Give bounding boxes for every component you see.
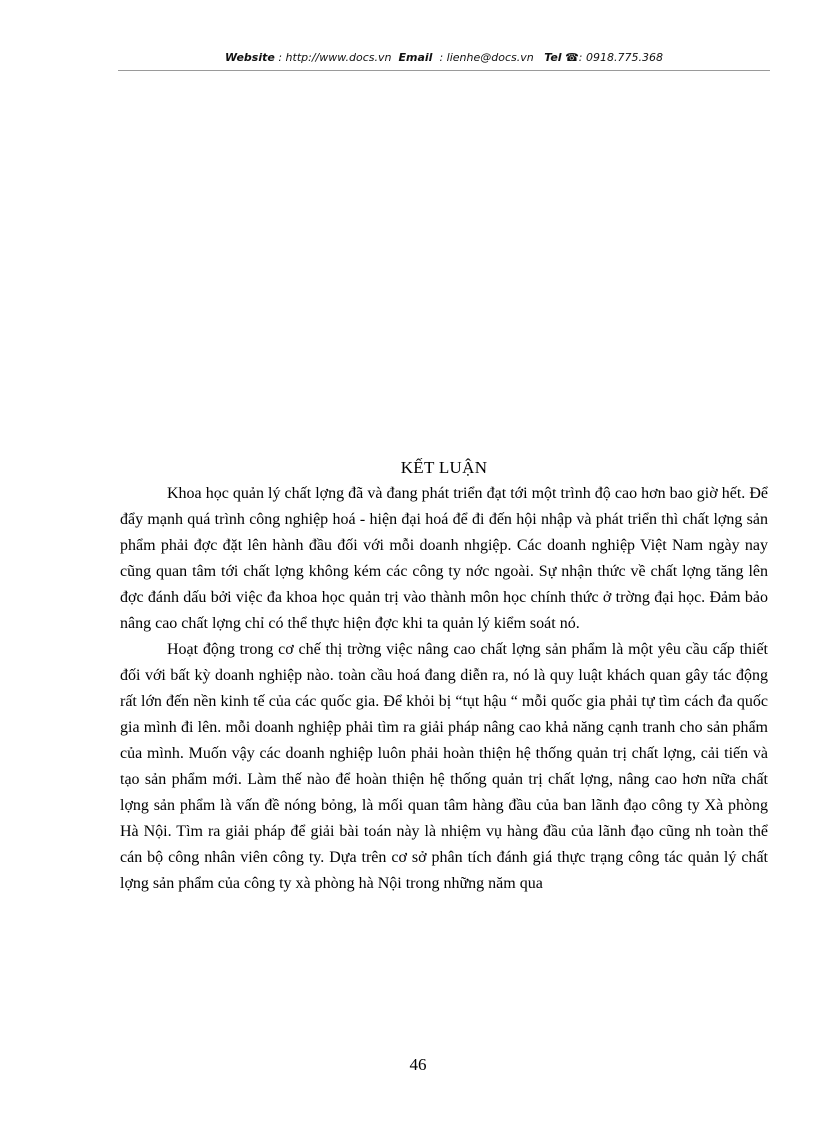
paragraph: Hoạt động trong cơ chế thị trờng việc nâng cao chất lợng sản phẩm là một yêu cầu cấp thiết đối với bất kỳ doanh nghiệp nào. toàn cầu hoá đang diễn ra, nó là quy luật khách quan gây tác động rất lớn đến nền kinh tế của các quốc gia. Để khỏi bị “tụt hậu “ mỗi quốc gia phải tự tìm cách đa quốc gia mình đi lên. mỗi doanh nghiệp phải tìm ra giải pháp nâng cao khả năng cạnh tranh cho sản phẩm của mình. Muốn vậy các doanh nghiệp luôn phải hoàn thiện hệ thống quản trị chất lợng, cải tiến và tạo sản phẩm mới. Làm thế nào để hoàn thiện hệ thống quản trị chất lợng, nâng cao hơn nữa chất lợng sản phẩm là vấn đề nóng bỏng, là mối quan tâm hàng đầu của ban lãnh đạo công ty Xà phòng Hà Nội. Tìm ra giải pháp để giải bài toán này là nhiệm vụ hàng đầu của lãnh đạo cũng nh toàn thể cán bộ công nhân viên công ty. Dựa trên cơ sở phân tích đánh giá thực trạng công tác quản lý chất lợng sản phẩm của công ty xà phòng hà Nội trong những năm qua (120, 641, 768, 892)
tel-label: Tel (544, 51, 562, 64)
page-number: 46 (409, 1055, 427, 1074)
page-title: KẾT LUẬN (400, 458, 488, 477)
website-url: : http://www.docs.vn (278, 51, 392, 64)
paragraph: Khoa học quản lý chất lợng đã và đang phát triển đạt tới một trình độ cao hơn bao giờ hết. Để đẩy mạnh quá trình công nghiệp hoá - hiện đại hoá để đi đến hội nhập và phát triển thì chất lợng sản phẩm phải đợc đặt lên hành đầu đối với mỗi doanh nhgiệp. Các doanh nghiệp Việt Nam ngày nay cũng quan tâm tới chất lợng không kém các công ty nớc ngoài. Sự nhận thức về chất lợng tăng lên đợc đánh dấu bởi việc đa khoa học quản trị vào thành môn học chính thức ở trờng đại học. Đảm bảo nâng cao chất lợng chỉ có thể thực hiện đợc khi ta quản lý kiểm soát nó. (120, 485, 768, 632)
email-label: Email (398, 51, 433, 64)
header-divider (118, 70, 770, 71)
phone-number: : 0918.775.368 (578, 51, 663, 64)
phone-icon: ☎ (565, 51, 579, 64)
email-address: : lienhe@docs.vn (439, 51, 534, 64)
body-text (120, 481, 768, 897)
page-header (118, 50, 770, 66)
website-label: Website (225, 51, 275, 64)
